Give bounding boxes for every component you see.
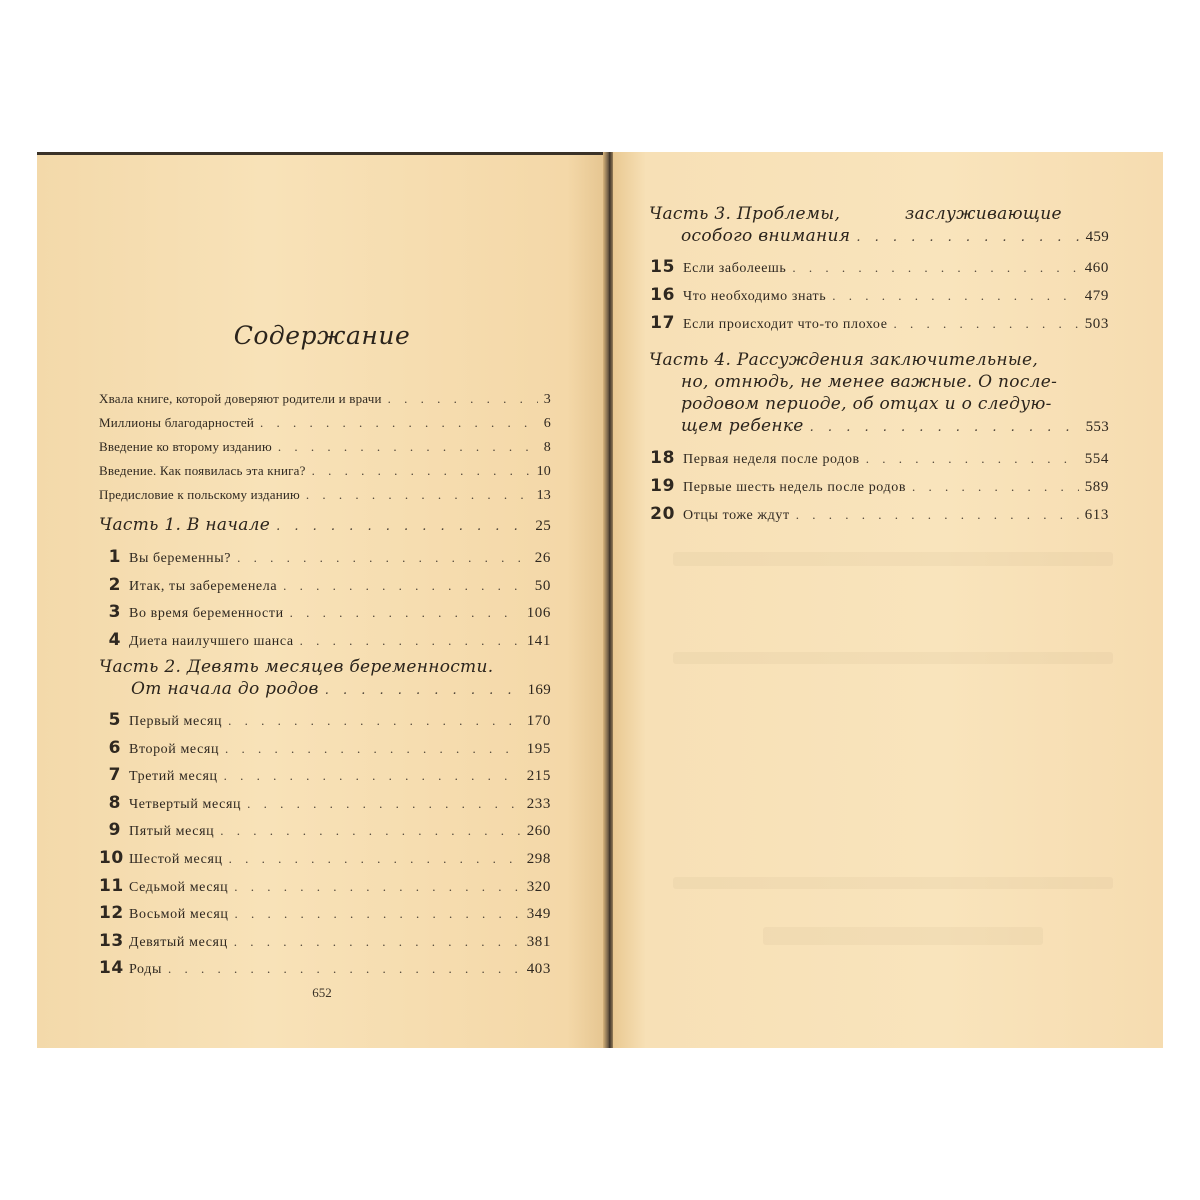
toc-chapter: 7 Третий месяц . . . 215: [99, 765, 551, 785]
toc-part-heading: Часть 3. Проблемы,: [649, 204, 841, 224]
toc-chapter: 20 Отцы тоже ждут . . . 613: [649, 504, 1109, 524]
toc-part-heading: Часть 4. Рассуждения заключительные,: [649, 350, 1039, 370]
toc-chapter: 17 Если происходит что-то плохое . . . 503: [649, 313, 1109, 333]
toc-part-heading-cont: От начала до родов . . . 169: [131, 679, 551, 699]
toc-chapter: 12 Восьмой месяц . . . 349: [99, 903, 551, 923]
bleed-through: [763, 927, 1043, 945]
bleed-through: [673, 552, 1113, 566]
toc-entry: Миллионы благодарностей . . . 6: [99, 415, 551, 432]
left-page: [37, 152, 607, 1048]
toc-part-heading-cont: особого внимания . . . 459: [681, 226, 1109, 246]
toc-chapter: 2 Итак, ты забеременела . . . 50: [99, 575, 551, 595]
toc-chapter: 5 Первый месяц . . . 170: [99, 710, 551, 730]
toc-chapter: 1 Вы беременны? . . . 26: [99, 547, 551, 567]
toc-entry: Введение ко второму изданию . . . 8: [99, 439, 551, 456]
page-title: Содержание: [233, 321, 411, 350]
bleed-through: [673, 652, 1113, 664]
toc-chapter: 13 Девятый месяц . . . 381: [99, 931, 551, 951]
toc-chapter: 16 Что необходимо знать . . . 479: [649, 285, 1109, 305]
toc-chapter: 3 Во время беременности . . . 106: [99, 602, 551, 622]
page-number: 652: [312, 985, 332, 1000]
toc-chapter: 8 Четвертый месяц . . . 233: [99, 793, 551, 813]
toc-entry: Введение. Как появилась эта книга? . . . 10: [99, 463, 551, 480]
toc-part-heading-cont: щем ребенке . . . 553: [681, 416, 1109, 436]
toc-part-heading: Часть 2. Девять месяцев беременности.: [99, 657, 494, 677]
toc-chapter: 11 Седьмой месяц . . . 320: [99, 876, 551, 896]
toc-chapter: 6 Второй месяц . . . 195: [99, 738, 551, 758]
toc-part-heading-cont: родовом периоде, об отцах и о следую-: [681, 394, 1052, 414]
toc-chapter: 19 Первые шесть недель после родов . . . 589: [649, 476, 1109, 496]
toc-chapter: 14 Роды . . . 403: [99, 958, 551, 978]
toc-chapter: 10 Шестой месяц . . . 298: [99, 848, 551, 868]
toc-part-heading: Часть 1. В начале . . . 25: [99, 515, 551, 535]
toc-chapter: 9 Пятый месяц . . . 260: [99, 820, 551, 840]
toc-part-heading-word: заслуживающие: [905, 204, 1062, 224]
right-page: [613, 152, 1163, 1048]
toc-chapter: 15 Если заболеешь . . . 460: [649, 257, 1109, 277]
toc-chapter: 4 Диета наилучшего шанса . . . 141: [99, 630, 551, 650]
toc-entry: Предисловие к польскому изданию . . . 13: [99, 487, 551, 504]
toc-chapter: 18 Первая неделя после родов . . . 554: [649, 448, 1109, 468]
book-spread: [37, 152, 1163, 1048]
bleed-through: [673, 877, 1113, 889]
toc-entry: Хвала книге, которой доверяют родители и врачи . . . 3: [99, 391, 551, 408]
toc-part-heading-cont: но, отнюдь, не менее важные. О после-: [681, 372, 1058, 392]
